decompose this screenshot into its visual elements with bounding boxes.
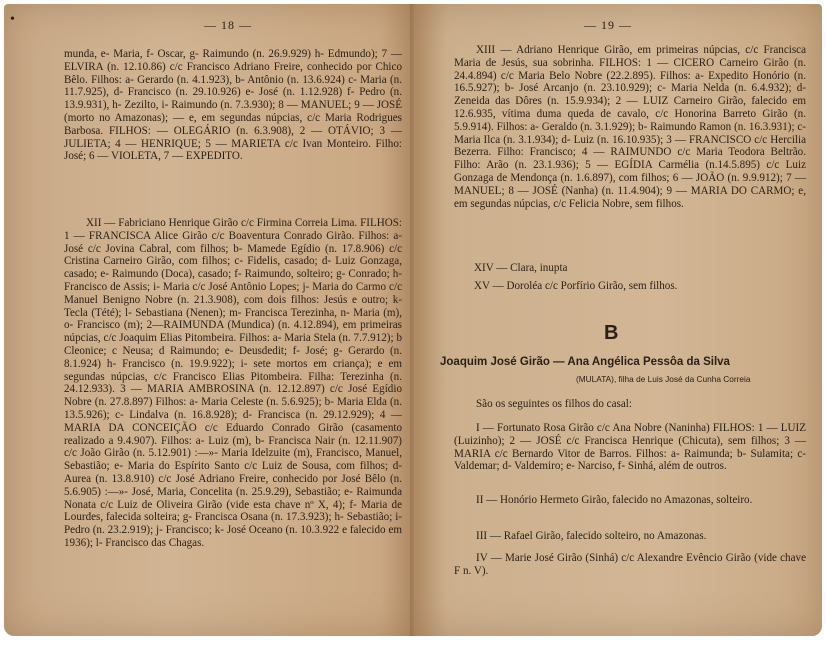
page-number-19: — 19 —	[584, 18, 632, 32]
genealogy-paragraph-iii: III — Rafael Girão, falecido solteiro, no Amazonas.	[476, 530, 707, 542]
left-page	[4, 4, 414, 636]
genealogy-paragraph-iv: IV — Marie José Girão (Sinhá) c/c Alexandre Evêncio Girão (vide chave F n. V).	[454, 552, 806, 577]
section-heading: Joaquim José Girão — Ana Angélica Pessôa da Silva	[440, 356, 730, 368]
section-letter: B	[604, 322, 619, 344]
genealogy-paragraph-xiii: XIII — Adriano Henrique Girão, em primeiras núpcias, c/c Francisca Maria de Jesús, sua sobrinha. FILHOS: 1 — CICERO Carneiro Girão (n. 24.4.894) c/c Maria Belo Nobre (22.2.895). Filhos: a- Expedito Honório (n. 16.5.927); b- José Arcanjo (n. 23.10.929); c- Maria Nelda (n. 6.4.932); d- Zeneida das Dôres (n. 15.9.934); 2 — LUIZ Carneiro Girão, falecido em 12.6.935, vítima duma queda de cavalo, c/c Honorina Barreto Girão (n. 5.9.914). Filhos: a- Geraldo (n. 3.1.929); b- Raimundo Ramon (n. 16.3.931); c- Maria Ilca (n. 3.1.934); d- Luiz (n. 16.10.935); 3 — FRANCISCO c/c Hercilia Bezerra. Filho: Francisco; 4 — RAIMUNDO c/c Maria Teodora Beltrão. Filho: Arão (n. 23.1.936); 5 — EGÍDIA Carmélia (n.14.5.895) c/c Luiz Gonzaga de Mendonça (n. 1.6.897), com filhos; 6 — JOÃO (n. 9.9.912); 7 — MANUEL; 8 — JOSÉ (Nanha) (n. 11.4.904); 9 — MARIA DO CARMO; e, em segundas núpcias, c/c Felicia Nobre, sem filhos.	[454, 44, 806, 210]
page-bullet-mark: •	[10, 12, 15, 27]
open-book	[4, 4, 822, 636]
section-intro: São os seguintes os filhos do casal:	[476, 398, 632, 410]
genealogy-paragraph-i: I — Fortunato Rosa Girão c/c Ana Nobre (Naninha) FILHOS: 1 — LUIZ (Luizinho); 2 — JOSÉ c/c Francisca Henrique (Chicuta), sem filhos; 3 — MARIA c/c Bernardo Vitor de Barros. Filhos: a- Raimunda; b- Sulamita; c- Valdemar; d- Valdemiro; e- Narciso, f- Sinhá, além de outros.	[454, 422, 806, 473]
genealogy-paragraph-xii: XII — Fabriciano Henrique Girão c/c Firmina Correia Lima. FILHOS: 1 — FRANCISCA Alice Girão c/c Boaventura Conrado Girão. Filhos: a- José c/c Jovina Cabral, com filhos; b- Mamede Egídio (n. 17.8.906) c/c Cristina Carneiro Girão, com filhos; c- Fidelis, casado; d- Luiz Gonzaga, casado; e- Raimundo (Doca), casado; f- Raimundo, solteiro; g- Conrado; h- Francisco de Assis; i- Maria c/c José Antônio Lopes; j- Maria do Carmo c/c Manuel Benigno Nobre (n. 21.3.908), com dois filhos: Jesús e outro; k- Tecla (Tété); l- Sebastiana (Nenen); m- Francisca Terezinha, n- Maria (m), o- Francisco (m); 2—RAIMUNDA (Mundica) (n. 4.12.894), em primeiras núpcias, c/c Joaquim Elias Pitombeira. Filhos: a- Maria Stela (n. 7.7.912); b Cleonice; c Neusa; d Raimundo; e- Deusdedit; f- José; g- Gerardo (n. 8.1.924) h- Francisco (n. 19.9.922); i- sete mortos em criança); e em segundas núpcias, c/c Francisco Elias Pitombeira. Filha: Terezinha (n. 24.12.933). 3 — MARIA AMBROSINA (n. 12.12.897) c/c José Egídio Nobre (n. 27.8.897) Filhos: a- Maria Celeste (n. 5.6.925); b- Maria Elda (n. 13.5.926); c- Lindalva (n. 16.8.928); d- Francisca (n. 29.12.929); 4 — MARIA DA CONCEIÇÃO c/c Eduardo Conrado Girão (casamento realizado a 9.4.907). Filhos: a- Luiz (m), b- Francisca Nair (n. 12.11.907) c/c João Girão (n. 5.12.901) :—»- Maria Idelzuite (m), Francisco, Manuel, Sebastião; e- Maria do Espírito Santo c/c Luiz de Sousa, com filhos; d- Aurea (n. 13.8.910) c/c José Adriano Freire, conhecido por José Bêlo (n. 5.6.905) :—»- José, Maria, Concelita (n. 25.9.29), Sebastião; e- Raimunda Nonata c/c Luiz de Oliveira Girão (vide esta chave nº X, 4); f- Maria de Lourdes, falecida solteira; g- Francisca Osana (n. 17.3.923); h- Sebastião; i- Pedro (n. 23.2.919); j- Francisco; k- José Oceano (n. 10.3.922 e falecido em 1936); l- Francisco das Chagas.	[64, 217, 402, 549]
genealogy-paragraph-continuation: munda, e- Maria, f- Oscar, g- Raimundo (n. 26.9.929) h- Edmundo); 7 — ELVIRA (n. 12.10.86) c/c Francisco Adriano Freire, conhecido por Chico Bêlo. Filhos: a- Gerardo (n. 4.1.923), b- Antônio (n. 13.6.924) c- Maria (n. 11.7.925), d- Francisco (n. 29.10.926) e- José (n. 1.12.928) f- Pedro (n. 13.9.931), h- Zezilto, i- Raimundo (n. 7.3.930); 8 — MANUEL; 9 — JOSÉ (morto no Amazonas); — e, em segundas núpcias, c/c Maria Rodrigues Barbosa. FILHOS: — OLEGÁRIO (n. 6.3.908), 2 — OTÁVIO; 3 — JULIETA; 4 — HENRIQUE; 5 — MARIETA c/c Ivan Monteiro. Filho: José; 6 — VIOLETA, 7 — EXPEDITO.	[64, 48, 402, 163]
genealogy-paragraph-xv: XV — Doroléa c/c Porfírio Girão, sem filhos.	[474, 280, 678, 292]
section-subheading: (MULATA), filha de Luis José da Cunha Correia	[576, 374, 751, 384]
page-number-18: — 18 —	[204, 18, 252, 32]
right-page	[414, 4, 822, 636]
genealogy-paragraph-xiv: XIV — Clara, inupta	[474, 262, 568, 274]
genealogy-paragraph-ii: II — Honório Hermeto Girão, falecido no Amazonas, solteiro.	[476, 494, 753, 506]
